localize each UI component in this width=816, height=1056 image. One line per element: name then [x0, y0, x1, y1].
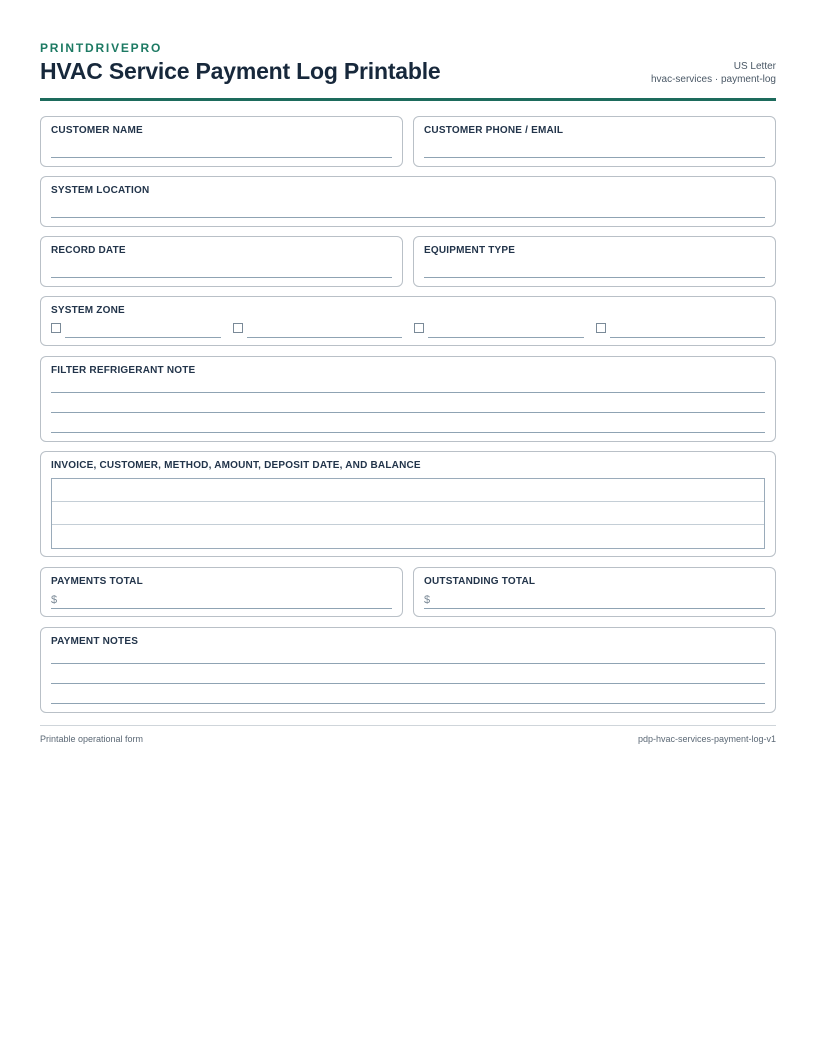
- outstanding-total-field: [413, 567, 776, 617]
- customer-name-label: CUSTOMER NAME: [51, 125, 143, 136]
- payments-total-label: PAYMENTS TOTAL: [51, 576, 143, 587]
- equipment-type-field: [413, 236, 776, 287]
- payment-notes-line-1[interactable]: [51, 663, 765, 664]
- customer-name-field: [40, 116, 403, 167]
- payment-notes-line-3[interactable]: [51, 703, 765, 704]
- outstanding-total-currency: $: [424, 594, 431, 606]
- payments-total-currency: $: [51, 594, 58, 606]
- table-row[interactable]: [52, 502, 764, 525]
- record-date-label: RECORD DATE: [51, 245, 126, 256]
- outstanding-total-label: OUTSTANDING TOTAL: [424, 576, 536, 587]
- system-location-field: [40, 176, 776, 227]
- payment-notes-field: [40, 627, 776, 713]
- zone-line-3[interactable]: [428, 337, 584, 338]
- form-page: [40, 40, 776, 101]
- document-meta: [651, 60, 776, 86]
- payment-table-section: [40, 451, 776, 557]
- brand-name: PRINTDRIVEPRO: [40, 41, 163, 55]
- zone-checkbox-1[interactable]: [51, 323, 61, 333]
- filter-note-line-2[interactable]: [51, 412, 765, 413]
- system-location-input-line[interactable]: [51, 217, 765, 218]
- payments-total-input-line[interactable]: [51, 608, 392, 609]
- payment-table-label: INVOICE, CUSTOMER, METHOD, AMOUNT, DEPOSIT DATE, AND BALANCE: [51, 460, 421, 471]
- zone-line-2[interactable]: [247, 337, 402, 338]
- equipment-type-input-line[interactable]: [424, 277, 765, 278]
- filter-note-field: [40, 356, 776, 442]
- record-date-field: [40, 236, 403, 287]
- system-zone-field: [40, 296, 776, 346]
- form-code: pdp-hvac-services-payment-log-v1: [637, 734, 776, 744]
- system-location-label: SYSTEM LOCATION: [51, 185, 150, 196]
- payment-table: [51, 478, 765, 549]
- outstanding-total-input-line[interactable]: [424, 608, 765, 609]
- customer-name-input-line[interactable]: [51, 157, 392, 158]
- equipment-type-label: EQUIPMENT TYPE: [424, 245, 516, 256]
- customer-contact-label: CUSTOMER PHONE / EMAIL: [424, 125, 564, 136]
- payments-total-field: [40, 567, 403, 617]
- page-title: HVAC Service Payment Log Printable: [40, 58, 441, 84]
- record-date-input-line[interactable]: [51, 277, 392, 278]
- filter-note-line-1[interactable]: [51, 392, 765, 393]
- filter-note-line-3[interactable]: [51, 432, 765, 433]
- system-zone-label: SYSTEM ZONE: [51, 305, 125, 316]
- zone-checkbox-4[interactable]: [596, 323, 606, 333]
- zone-checkbox-2[interactable]: [233, 323, 243, 333]
- payment-notes-label: PAYMENT NOTES: [51, 636, 139, 647]
- table-row[interactable]: [52, 525, 764, 548]
- footer-caption: Printable operational form: [40, 734, 144, 744]
- zone-line-1[interactable]: [65, 337, 221, 338]
- page-footer: [40, 725, 776, 744]
- filter-note-label: FILTER REFRIGERANT NOTE: [51, 365, 196, 376]
- zone-line-4[interactable]: [610, 337, 765, 338]
- zone-checkbox-3[interactable]: [414, 323, 424, 333]
- document-tags: hvac-services · payment-log: [650, 74, 776, 85]
- table-row[interactable]: [52, 479, 764, 502]
- customer-contact-input-line[interactable]: [424, 157, 765, 158]
- form-header: [40, 40, 776, 101]
- payment-notes-line-2[interactable]: [51, 683, 765, 684]
- paper-size: US Letter: [733, 61, 776, 72]
- customer-contact-field: [413, 116, 776, 167]
